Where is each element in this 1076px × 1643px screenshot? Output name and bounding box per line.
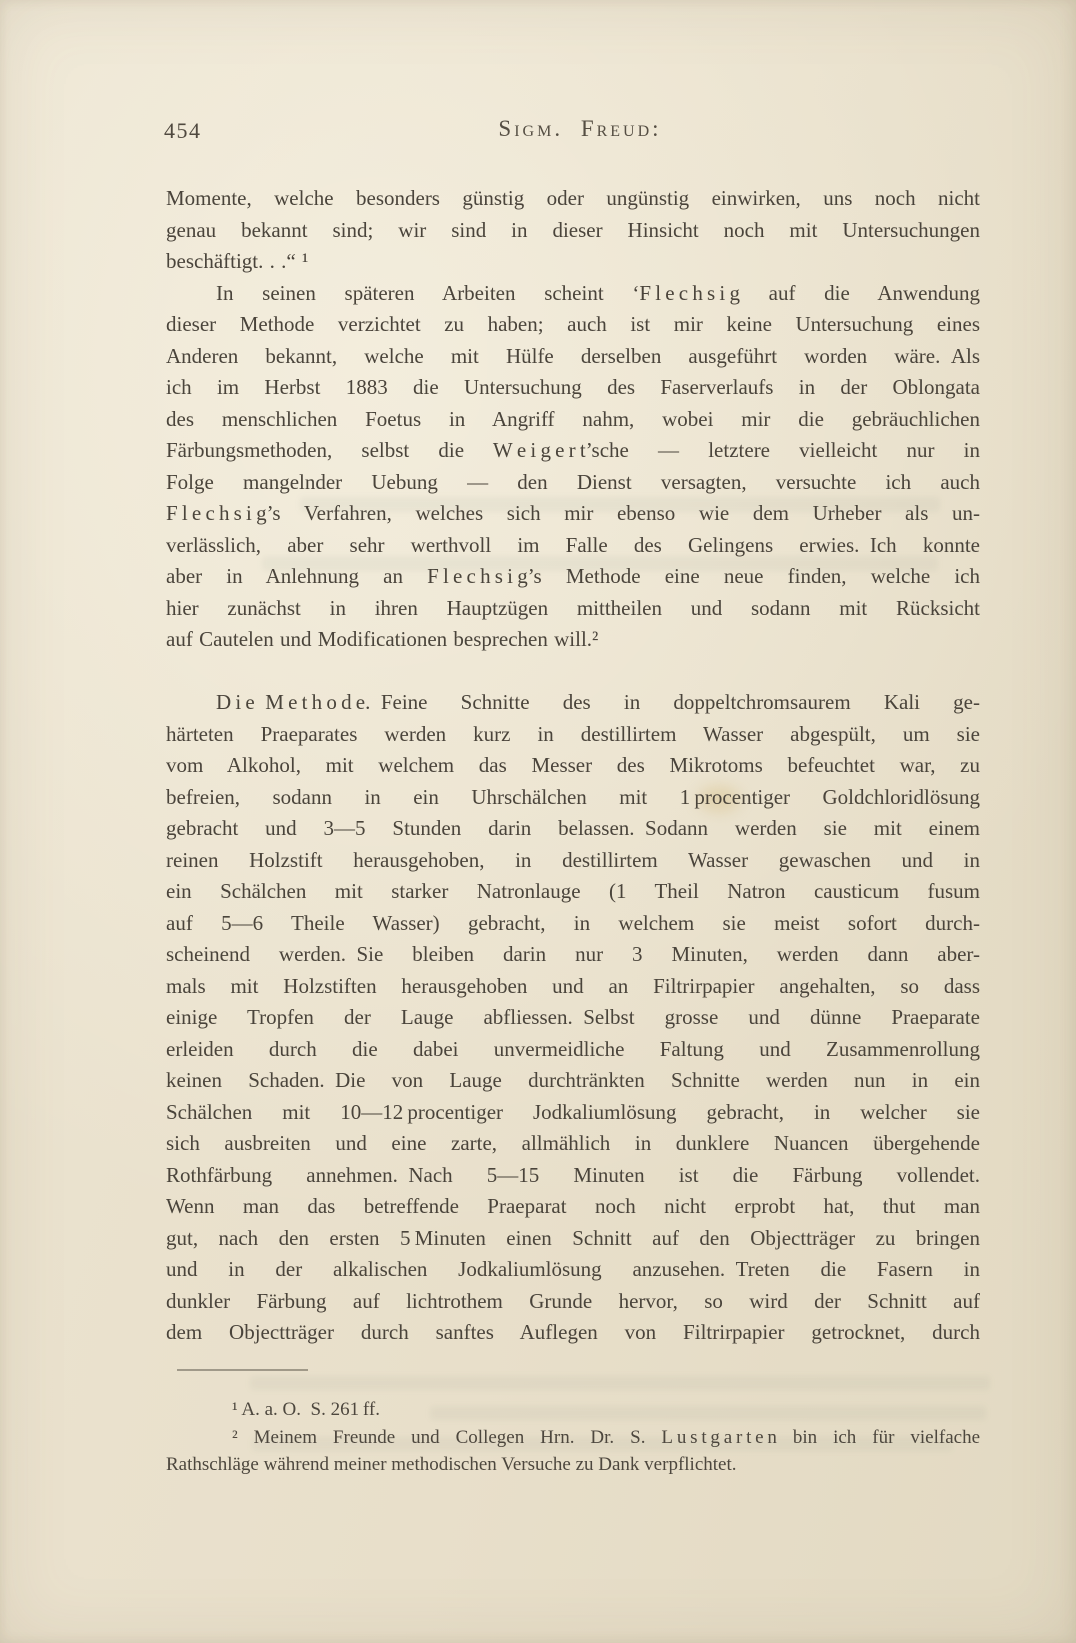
text-line: gebracht und 3—5 Stunden darin belassen. Sodann werden sie mit einem	[166, 816, 980, 840]
text-line: Rothfärbung annehmen. Nach 5—15 Minuten ist die Färbung vollendet.	[166, 1162, 980, 1187]
text-line: Wenn man das betreffende Praeparat noch nicht erprobt hat, thut man	[166, 1194, 980, 1218]
text-line: sich ausbreiten und eine zarte, allmählich in dunklere Nuancen übergehende	[166, 1131, 980, 1155]
text-line: scheinend werden. Sie bleiben darin nur 3 Minuten, werden dann aber-	[166, 942, 980, 966]
footnote-2: ² Meinem Freunde und Collegen Hrn. Dr. S. L u s t g a r t e n bin ich für vielfache	[232, 1426, 980, 1448]
text-line: Momente, welche besonders günstig oder ungünstig einwirken, uns noch nicht	[166, 186, 980, 210]
text-line: dem Objectträger durch sanftes Auflegen von Filtrirpapier getrocknet, durch	[166, 1320, 980, 1344]
text-line: erleiden durch die dabei unvermeidliche Faltung und Zusammenrollung	[166, 1036, 980, 1061]
text-line: und in der alkalischen Jodkaliumlösung anzusehen. Treten die Fasern in	[166, 1257, 980, 1281]
page-header	[166, 116, 980, 150]
text-line: befreien, sodann in ein Uhrschälchen mit 1 procentiger Goldchloridlösung	[166, 784, 980, 809]
page-body-text	[166, 183, 980, 1349]
footnote-separator	[177, 1369, 308, 1371]
bleedthrough-ghost	[250, 1376, 990, 1390]
text-line: verlässlich, aber sehr werthvoll im Falle des Gelingens erwies. Ich konnte	[166, 532, 980, 557]
text-line: gut, nach den ersten 5 Minuten einen Schnitt auf den Objectträger zu bringen	[166, 1225, 980, 1250]
footnotes	[166, 1396, 980, 1479]
text-line: ein Schälchen mit starker Natronlauge (1 Theil Natron causticum fusum	[166, 879, 980, 903]
text-line: genau bekannt sind; wir sind in dieser Hinsicht noch mit Untersuchungen	[166, 217, 980, 242]
text-line: dieser Methode verzichtet zu haben; auch ist mir keine Untersuchung eines	[166, 312, 980, 336]
text-line: einige Tropfen der Lauge abfliessen. Selbst grosse und dünne Praeparate	[166, 1005, 980, 1029]
text-line: beschäftigt. . .“ ¹	[166, 249, 309, 273]
text-line: reinen Holzstift herausgehoben, in destillirtem Wasser gewaschen und in	[166, 847, 980, 872]
text-line: Schälchen mit 10—12 procentiger Jodkaliumlösung gebracht, in welcher sie	[166, 1099, 980, 1124]
text-line: dunkler Färbung auf lichtrothem Grunde hervor, so wird der Schnitt auf	[166, 1288, 980, 1313]
running-header: Sigm. Freud:	[498, 116, 662, 141]
text-line: keinen Schaden. Die von Lauge durchtränkten Schnitte werden nun in ein	[166, 1068, 980, 1092]
footnote-2-continued: Rathschläge während meiner methodischen Versuche zu Dank verpflichtet.	[166, 1454, 737, 1475]
paragraph-1	[166, 183, 980, 278]
text-line: aber in Anlehnung an F l e c h s i g’s Methode eine neue finden, welche ich	[166, 564, 980, 588]
text-line: Folge mangelnder Uebung — den Dienst versagten, versuchte ich auch	[166, 469, 980, 494]
paragraph-gap	[166, 656, 980, 688]
text-line: D i e M e t h o d e. Feine Schnitte des in doppeltchromsaurem Kali ge-	[216, 690, 980, 714]
text-line: F l e c h s i g’s Verfahren, welches sich mir ebenso wie dem Urheber als un-	[166, 501, 980, 525]
paragraph-2	[166, 278, 980, 656]
text-line: ich im Herbst 1883 die Untersuchung des Faserverlaufs in der Oblongata	[166, 375, 980, 399]
text-line: hier zunächst in ihren Hauptzügen mittheilen und sodann mit Rücksicht	[166, 595, 980, 620]
text-line: auf 5—6 Theile Wasser) gebracht, in welchem sie meist sofort durch-	[166, 910, 980, 935]
text-line: härteten Praeparates werden kurz in destillirtem Wasser abgespült, um sie	[166, 721, 980, 746]
text-line: Färbungsmethoden, selbst die W e i g e r t’sche — letztere vielleicht nur in	[166, 438, 980, 462]
text-line: mals mit Holzstiften herausgehoben und an Filtrirpapier angehalten, so dass	[166, 973, 980, 998]
footnote-1: ¹ A. a. O. S. 261 ff.	[232, 1399, 380, 1420]
text-line: vom Alkohol, mit welchem das Messer des Mikrotoms befeuchtet war, zu	[166, 753, 980, 777]
paragraph-3	[166, 687, 980, 1349]
text-line: des menschlichen Foetus in Angriff nahm, wobei mir die gebräuchlichen	[166, 406, 980, 431]
page-number: 454	[164, 118, 202, 143]
text-line: Anderen bekannt, welche mit Hülfe derselben ausgeführt worden wäre. Als	[166, 343, 980, 368]
text-line: auf Cautelen und Modificationen besprechen will.²	[166, 627, 599, 651]
text-line: In seinen späteren Arbeiten scheint ‘F l e c h s i g auf die Anwendung	[216, 280, 980, 305]
